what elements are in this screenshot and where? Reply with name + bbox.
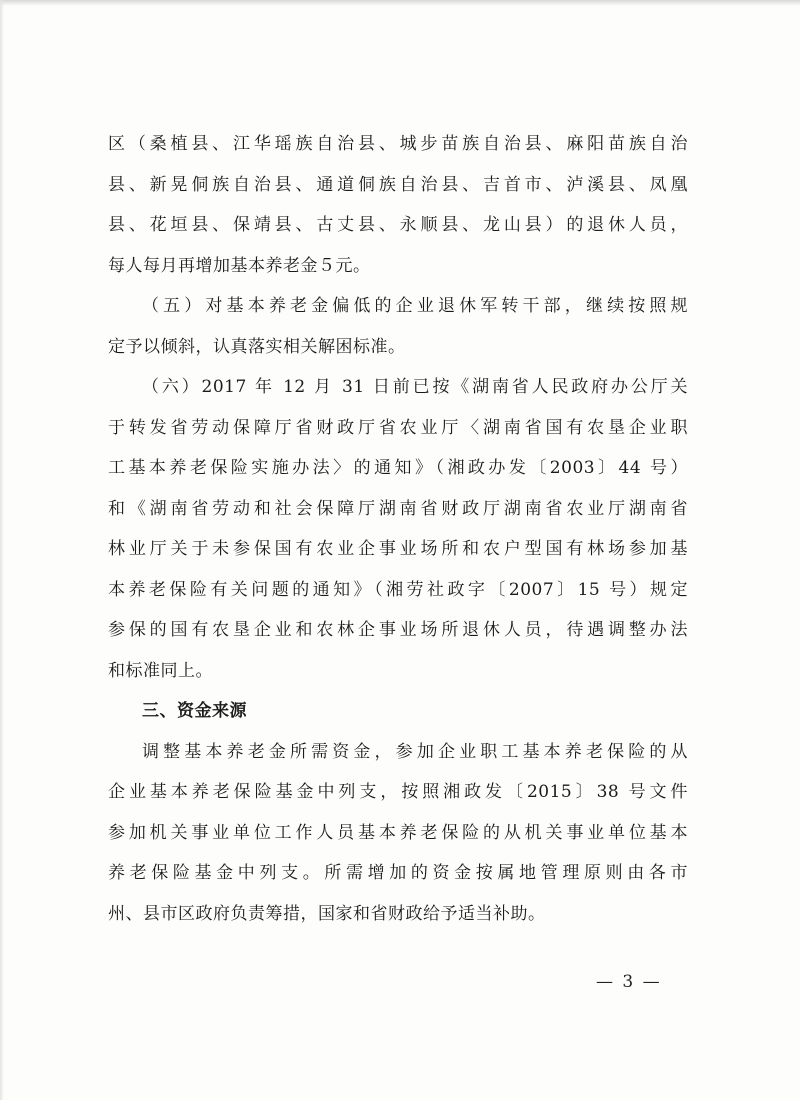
text-line: 县、新晃侗族自治县、通道侗族自治县、吉首市、泸溪县、凤凰 bbox=[108, 174, 688, 195]
text-line: 县、花垣县、保靖县、古丈县、永顺县、龙山县）的退休人员， bbox=[108, 215, 688, 235]
text-line: 企业基本养老保险基金中列支，按照湘政发〔2015〕38 号文件 bbox=[108, 782, 688, 802]
text-line: 区（桑植县、江华瑶族自治县、城步苗族自治县、麻阳苗族自治 bbox=[108, 134, 688, 154]
paragraph-six-start: （六）2017 年 12 月 31 日前已按《湖南省人民政府办公厅关 bbox=[142, 377, 688, 397]
text-line: 林业厅关于未参保国有农业企事业场所和农户型国有林场参加基 bbox=[108, 539, 688, 559]
page-number: — 3 — bbox=[596, 972, 662, 992]
text-line: 于转发省劳动保障厅省财政厅省农业厅〈湖南省国有农垦企业职 bbox=[108, 417, 688, 438]
paragraph-funding-start: 调整基本养老金所需资金，参加企业职工基本养老保险的从 bbox=[142, 741, 688, 762]
text-line: 每人每月再增加基本养老金５元。 bbox=[108, 255, 371, 276]
text-line: 州、县市区政府负责筹措，国家和省财政给予适当补助。 bbox=[108, 903, 546, 924]
scan-shadow-top bbox=[0, 0, 800, 6]
text-line: 定予以倾斜，认真落实相关解困标准。 bbox=[108, 336, 406, 357]
text-line: 参加机关事业单位工作人员基本养老保险的从机关事业单位基本 bbox=[108, 822, 688, 843]
text-line: 养老保险基金中列支。所需增加的资金按属地管理原则由各市 bbox=[108, 863, 688, 883]
paragraph-five-start: （五）对基本养老金偏低的企业退休军转干部，继续按照规 bbox=[142, 296, 688, 316]
text-line: 本养老保险有关问题的通知》（湘劳社政字〔2007〕15 号）规定 bbox=[108, 579, 688, 600]
section-heading-funding-source: 三、资金来源 bbox=[142, 701, 247, 721]
scan-shadow-left bbox=[0, 0, 4, 1100]
text-line: 和《湖南省劳动和社会保障厅湖南省财政厅湖南省农业厅湖南省 bbox=[108, 498, 688, 519]
text-line: 工基本养老保险实施办法〉的通知》（湘政办发〔2003〕44 号） bbox=[108, 458, 688, 478]
document-body bbox=[108, 124, 688, 934]
text-line: 参保的国有农垦企业和农林企事业场所退休人员，待遇调整办法 bbox=[108, 620, 688, 640]
text-line: 和标准同上。 bbox=[108, 660, 213, 681]
